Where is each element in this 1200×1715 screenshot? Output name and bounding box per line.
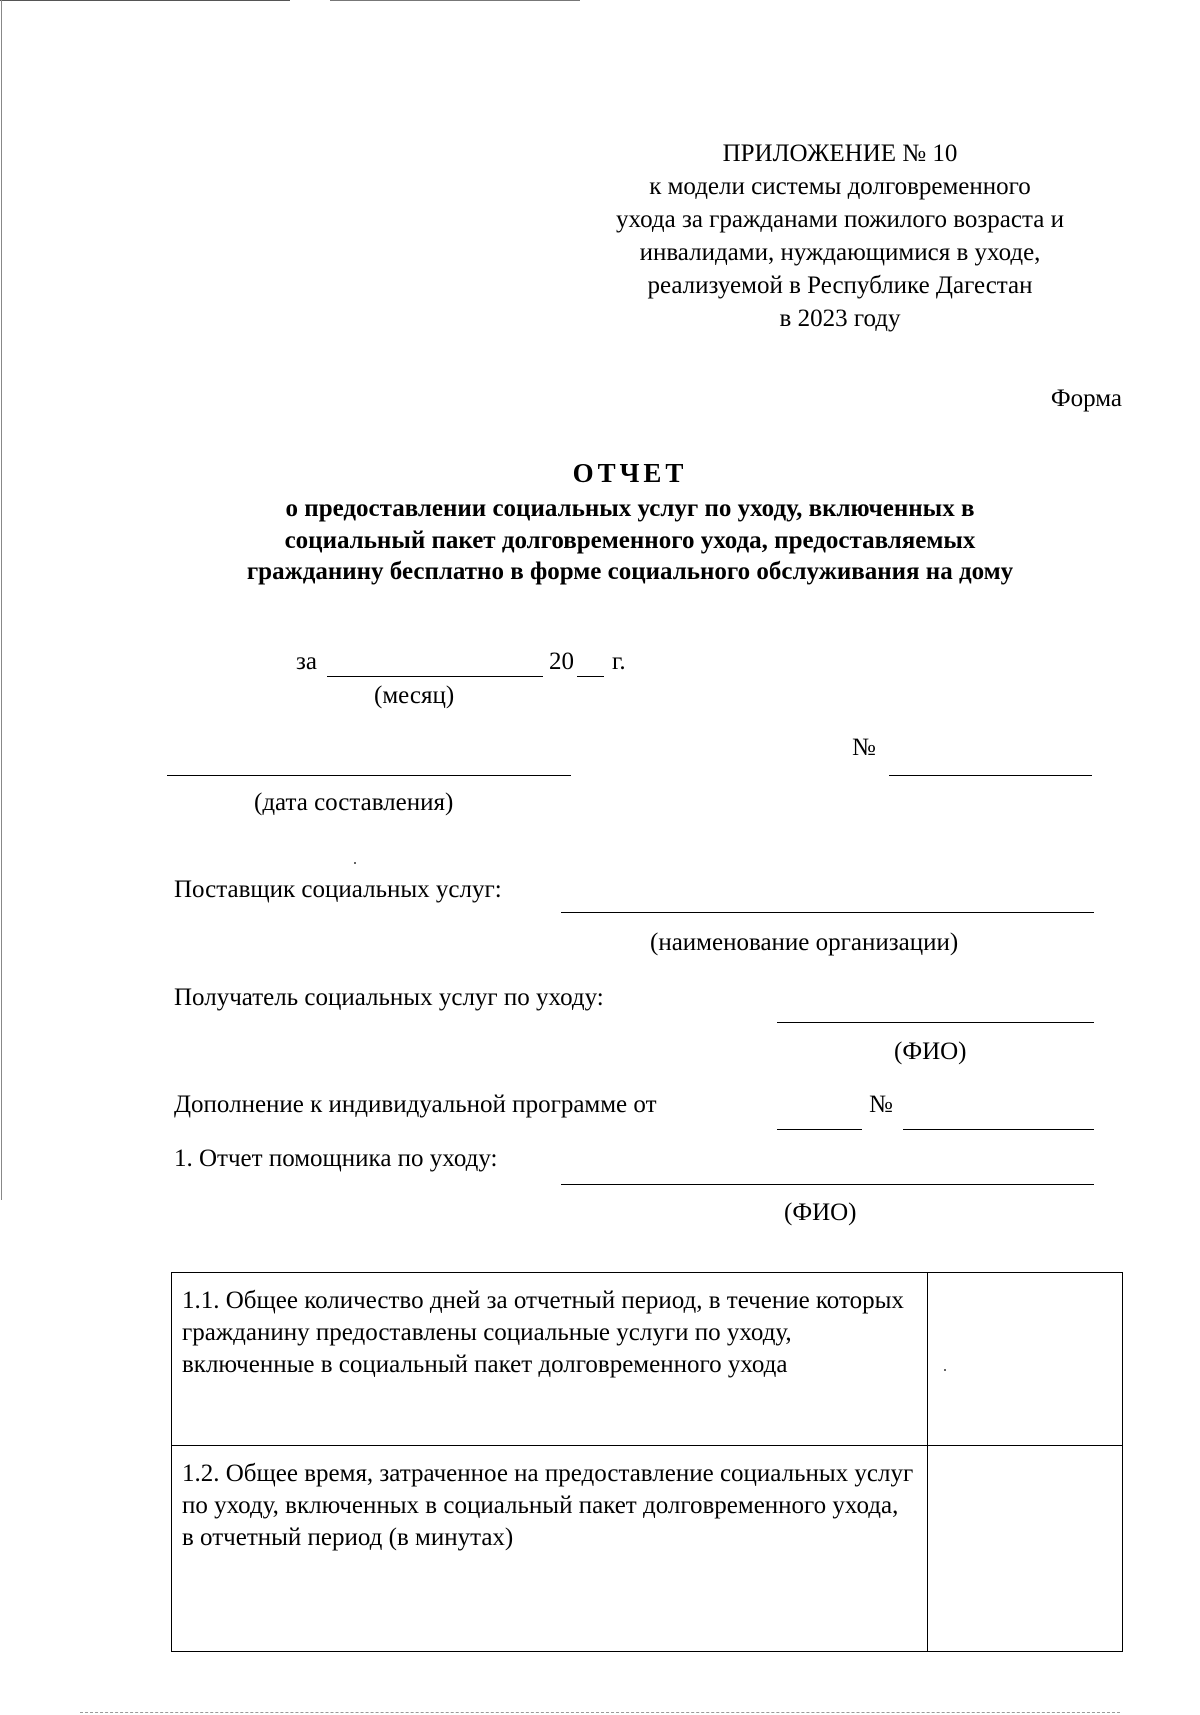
table-row bbox=[172, 1446, 1123, 1652]
provider-caption: (наименование организации) bbox=[650, 929, 959, 956]
appendix-number: ПРИЛОЖЕНИЕ № 10 bbox=[722, 140, 958, 167]
table-row bbox=[172, 1273, 1123, 1446]
provider-field-line[interactable] bbox=[561, 912, 1094, 913]
assistant-label: 1. Отчет помощника по уходу: bbox=[174, 1145, 498, 1172]
report-subtitle bbox=[120, 493, 1140, 588]
period-prefix: за bbox=[296, 648, 317, 675]
month-caption: (месяц) bbox=[374, 682, 455, 709]
appendix-year: в 2023 году bbox=[779, 305, 901, 332]
subtitle-line: гражданину бесплатно в форме социального обслуживания на дому bbox=[246, 558, 1014, 585]
subtitle-line: социальный пакет долговременного ухода, предоставляемых bbox=[284, 526, 976, 554]
appendix-line: ухода за гражданами пожилого возраста и bbox=[616, 206, 1064, 233]
appendix-header bbox=[560, 137, 1120, 335]
table-row-label: 1.1. Общее количество дней за отчетный период, в течение которых гражданину предоставлены социальные услуги по уходу, включенные в социальный пакет долговременного ухода bbox=[172, 1273, 928, 1446]
month-field-line[interactable] bbox=[327, 676, 543, 677]
recipient-label: Получатель социальных услуг по уходу: bbox=[174, 984, 604, 1011]
recipient-caption: (ФИО) bbox=[894, 1038, 967, 1065]
scan-edge-left bbox=[1, 0, 2, 1200]
report-title: ОТЧЕТ bbox=[572, 458, 688, 488]
date-caption: (дата составления) bbox=[254, 789, 454, 816]
appendix-line: реализуемой в Республике Дагестан bbox=[647, 272, 1033, 299]
supplement-date-line[interactable] bbox=[777, 1129, 862, 1130]
supplement-number-sign: № bbox=[869, 1091, 893, 1118]
year-prefix: 20 bbox=[549, 648, 574, 675]
assistant-field-line[interactable] bbox=[561, 1184, 1094, 1185]
recipient-field-line[interactable] bbox=[777, 1022, 1094, 1023]
scan-speck bbox=[354, 862, 356, 864]
appendix-line: инвалидами, нуждающимися в уходе, bbox=[639, 239, 1041, 266]
appendix-line: к модели системы долговременного bbox=[649, 173, 1031, 200]
scan-edge-top bbox=[0, 0, 290, 1]
provider-label: Поставщик социальных услуг: bbox=[174, 876, 502, 903]
date-field-line[interactable] bbox=[167, 775, 571, 776]
scan-edge-top bbox=[330, 0, 580, 1]
number-sign: № bbox=[852, 734, 876, 761]
subtitle-line: о предоставлении социальных услуг по уходу, включенных в bbox=[285, 495, 975, 522]
table-row-label: 1.2. Общее время, затраченное на предоставление социальных услуг по уходу, включенных в социальный пакет долговременного ухода, в отчетный период (в минутах) bbox=[172, 1446, 928, 1652]
scan-edge-bottom bbox=[80, 1712, 1120, 1713]
number-field-line[interactable] bbox=[889, 775, 1092, 776]
year-field-line[interactable] bbox=[577, 676, 604, 677]
year-suffix: г. bbox=[612, 648, 626, 675]
report-table bbox=[171, 1272, 1123, 1652]
table-row-value[interactable] bbox=[927, 1273, 1122, 1446]
assistant-caption: (ФИО) bbox=[784, 1199, 857, 1226]
supplement-label: Дополнение к индивидуальной программе от bbox=[174, 1091, 657, 1118]
form-label: Форма bbox=[1050, 385, 1122, 412]
scan-speck bbox=[944, 1369, 946, 1371]
table-row-value[interactable] bbox=[927, 1446, 1122, 1652]
supplement-number-line[interactable] bbox=[903, 1129, 1094, 1130]
